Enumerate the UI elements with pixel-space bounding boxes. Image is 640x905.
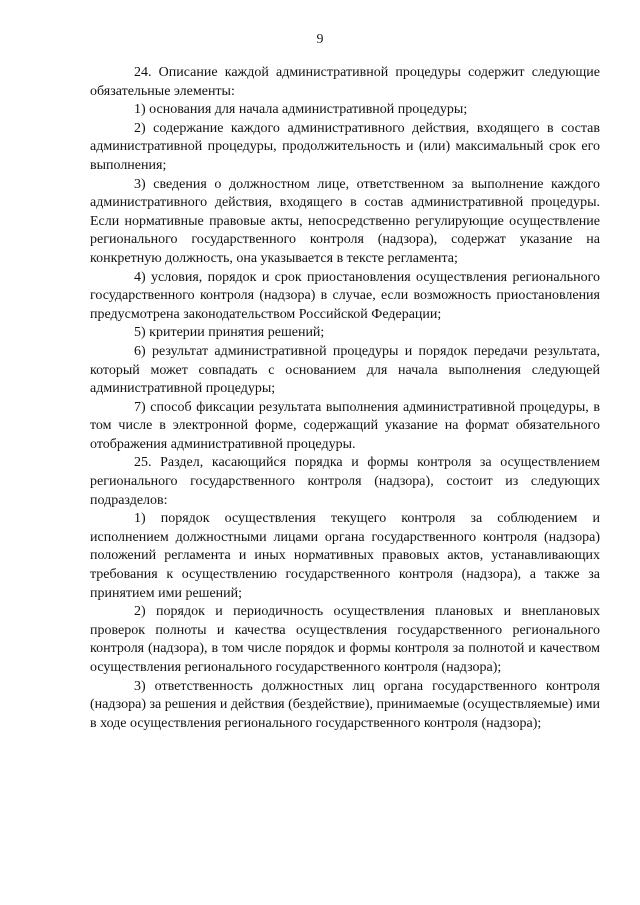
document-body — [90, 64, 600, 733]
list-item-25-3: 3) ответственность должностных лиц органа государственного контроля (надзора) за решения и действия (бездействие), принимаемые (осуществляемые) ими в ходе осуществления регионального государственного контроля (надзора); — [90, 678, 600, 731]
list-item-24-2: 2) содержание каждого административного действия, входящего в состав административной процедуры, продолжительность и (или) максимальный срок его выполнения; — [90, 120, 600, 173]
list-item-24-4: 4) условия, порядок и срок приостановления осуществления регионального государственного контроля (надзора) в случае, если возможность приостановления предусмотрена законодательством Российской Федерации; — [90, 269, 600, 322]
paragraph-25-intro: 25. Раздел, касающийся порядка и формы контроля за осуществлением регионального государственного контроля (надзора), состоит из следующих подразделов: — [90, 455, 600, 508]
list-item-25-1: 1) порядок осуществления текущего контроля за соблюдением и исполнением должностными лицами органа государственного контроля (надзора) положений регламента и иных нормативных правовых актов, устанавливающих требования к осуществлению государственного контроля (надзора), а также за принятием ими решений; — [90, 511, 600, 601]
list-item-24-6: 6) результат административной процедуры и порядок передачи результата, который может совпадать с основанием для начала выполнения следующей административной процедуры; — [90, 343, 600, 397]
page-number: 9 — [316, 32, 324, 47]
list-item-24-7: 7) способ фиксации результата выполнения административной процедуры, в том числе в электронной форме, содержащий указание на формат обязательного отображения административной процедуры. — [90, 399, 600, 452]
paragraph-24-intro: 24. Описание каждой административной процедуры содержит следующие обязательные элементы: — [90, 65, 600, 99]
list-item-24-3: 3) сведения о должностном лице, ответственном за выполнение каждого административного действия, входящего в состав административной процедуры. Если нормативные правовые акты, непосредственно регулирующие осуществление регионального государственного контроля (надзора), содержат указание на конкретную должность, она указывается в тексте регламента; — [90, 176, 600, 266]
list-item-25-2: 2) порядок и периодичность осуществления плановых и внеплановых проверок полноты и качества осуществления государственного регионального контроля (надзора), в том числе порядок и формы контроля за полнотой и качеством осуществления регионального государственного контроля (надзора); — [90, 604, 600, 675]
list-item-24-5: 5) критерии принятия решений; — [134, 325, 325, 341]
list-item-24-1: 1) основания для начала административной процедуры; — [134, 102, 468, 118]
